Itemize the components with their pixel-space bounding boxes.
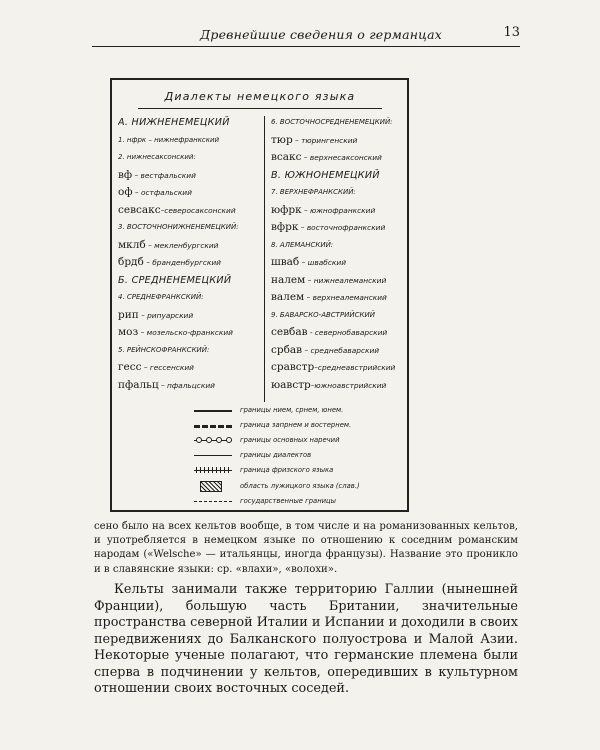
dialect-entry — [271, 272, 403, 290]
small-paragraph: сено было на всех кельтов вообще, в том числе и на романизованных кельтов, и употребляется в немецком языке по отношению к соседним романским народам («Welsche» — итальянцы, иногда французы). Название это проникло и в славянские языки: ср. «влахи», «волохи». — [94, 521, 518, 575]
legend-label: государственные границы — [240, 496, 337, 505]
figure-legend — [192, 402, 397, 508]
running-header — [92, 24, 520, 47]
dialect-abbreviation: пфальц — [118, 378, 159, 391]
dialect-entry — [271, 342, 403, 360]
legend-item — [192, 432, 397, 447]
dialect-group-heading: А. НИЖНЕНЕМЕЦКИЙ — [118, 117, 230, 128]
dialect-entry — [271, 132, 403, 150]
dialect-abbreviation: брдб — [118, 256, 144, 268]
column-divider — [264, 116, 265, 402]
dialect-name: – среднебаварский — [302, 345, 380, 355]
dialect-subgroup-heading: 1. нфрк – нижнефранкский — [118, 135, 220, 144]
dialect-name: – восточнофранкский — [298, 223, 386, 232]
legend-label: область лужицкого языка (слав.) — [240, 481, 360, 490]
dialect-name: – пфальцский — [158, 380, 215, 390]
dialect-entry — [271, 359, 403, 377]
dialect-abbreviation: всакс — [271, 151, 302, 163]
legend-label: границы диалектов — [240, 451, 312, 460]
dialect-subgroup-heading: 2. нижнесаксонский: — [118, 153, 196, 161]
dialect-name: – вестфальский — [132, 170, 196, 180]
dialect-name: – верхнесаксонский — [301, 153, 382, 162]
legend-symbol-circles — [192, 435, 236, 445]
dialect-name: – остфальский — [132, 188, 192, 197]
dialect-abbreviation: србав — [271, 343, 303, 356]
dialect-entry — [118, 377, 261, 395]
dialect-name: – мозельско-франкский — [138, 328, 233, 337]
left-dialect-column — [118, 114, 261, 394]
figure-title: Диалекты немецкого языка — [138, 86, 382, 109]
dialect-entry — [118, 202, 261, 220]
dialect-abbreviation: тюр — [271, 133, 293, 146]
dialect-subgroup-heading: 8. АЛЕМАНСКИЙ: — [271, 240, 334, 249]
dialect-name: –среднеавстрийский — [314, 363, 396, 372]
dialect-abbreviation: мклб — [118, 238, 146, 251]
dialect-name: – тюрингенский — [292, 135, 358, 145]
dialect-subgroup-heading: 7. ВЕРХНЕФРАНКСКИЙ: — [271, 188, 356, 196]
dialect-entry — [271, 289, 403, 307]
legend-label: граница фризского языка — [240, 466, 334, 475]
dialect-abbreviation: оф — [118, 186, 133, 198]
dialect-abbreviation: налем — [271, 273, 306, 286]
dialect-abbreviation: валем — [271, 291, 305, 303]
page-number: 13 — [503, 25, 520, 40]
dialect-entry — [271, 219, 403, 237]
dialect-abbreviation: вф — [118, 168, 133, 181]
dialect-name: – гессенский — [141, 363, 194, 372]
legend-item — [192, 493, 397, 508]
dialect-name: –южноавстрийский — [310, 380, 387, 390]
legend-item — [192, 448, 397, 463]
dialect-abbreviation: севсакс — [118, 203, 161, 216]
dialect-abbreviation: юавстр — [271, 378, 311, 391]
right-dialect-column — [271, 114, 403, 394]
legend-item — [192, 478, 397, 493]
dialect-abbreviation: севбав — [271, 326, 308, 338]
dialect-group-heading: Б. СРЕДНЕНЕМЕЦКИЙ — [118, 274, 232, 286]
dialect-abbreviation: гесс — [118, 361, 142, 373]
dialect-subgroup-heading: 4. СРЕДНЕФРАНКСКИЙ: — [118, 293, 204, 301]
legend-label: границы нием, срнем, юнем. — [240, 405, 344, 414]
legend-item — [192, 417, 397, 432]
dialect-subgroup-heading: 9. БАВАРСКО-АВСТРИЙСКИЙ — [271, 310, 375, 319]
dialect-abbreviation: моз — [118, 326, 139, 338]
legend-symbol-hatch — [192, 481, 236, 491]
dialect-entry — [271, 202, 403, 220]
dialect-entry — [271, 254, 403, 272]
running-title: Древнейшие сведения о германцах — [200, 27, 442, 42]
dialect-figure — [110, 78, 409, 512]
dialect-name: – швабский — [299, 258, 346, 267]
dialect-name: – мекленбургский — [145, 240, 219, 250]
dialect-name: – рипуарский — [138, 310, 194, 320]
dialect-entry — [118, 167, 261, 185]
dialect-abbreviation: юфрк — [271, 203, 302, 216]
dialect-entry — [118, 307, 261, 325]
dialect-entry — [118, 184, 261, 202]
dialect-entry — [118, 359, 261, 377]
dialect-entry — [271, 149, 403, 167]
main-text — [94, 582, 518, 698]
dialect-subgroup-heading: 6. ВОСТОЧНОСРЕДНЕНЕМЕЦКИЙ: — [271, 118, 393, 126]
dialect-name: – нижнеалеманский — [305, 275, 387, 285]
dialect-name: - севернобаварский — [307, 328, 388, 337]
dialect-entry — [118, 254, 261, 272]
dialect-entry — [118, 237, 261, 255]
dialect-subgroup-heading: 3. ВОСТОЧНОНИЖНЕНЕМЕЦКИЙ: — [118, 223, 239, 231]
legend-label: граница запрнем и востернем. — [240, 420, 352, 429]
dialect-group-heading: В. ЮЖНОНЕМЕЦКИЙ — [271, 169, 380, 181]
dialect-abbreviation: рип — [118, 308, 139, 321]
dialect-abbreviation: сравстр — [271, 361, 315, 373]
dialect-name: – верхнеалеманский — [304, 293, 387, 302]
legend-item — [192, 463, 397, 478]
dialect-subgroup-heading: 5. РЕЙНСКОФРАНКСКИЙ: — [118, 345, 210, 354]
legend-symbol-dash — [192, 496, 236, 506]
dialect-entry — [118, 324, 261, 342]
legend-symbol-thickdash — [192, 420, 236, 430]
main-paragraph: Кельты занимали также территорию Галлии (нынешней Франции), большую часть Британии, значительные пространства северной Италии и Испании и доходили в своих передвижениях до Балканского полуострова и Малой Азии. Некоторые ученые полагают, что германские племена были сперва в подчинении у кельтов, опередивших в культурном отношении своих восточных соседей. — [94, 582, 518, 696]
footnote-continuation — [94, 520, 518, 577]
dialect-name: – южнофранкский — [301, 205, 376, 215]
legend-symbol-solid — [192, 405, 236, 415]
legend-symbol-thin — [192, 450, 236, 460]
dialect-abbreviation: вфрк — [271, 221, 299, 233]
dialect-abbreviation: шваб — [271, 256, 300, 268]
legend-symbol-cross — [192, 465, 236, 475]
dialect-entry — [271, 324, 403, 342]
dialect-name: – бранденбургский — [143, 258, 221, 267]
dialect-entry — [271, 377, 403, 395]
legend-label: границы основных наречий — [240, 435, 340, 444]
legend-item — [192, 402, 397, 417]
dialect-name: –северосаксонский — [160, 205, 236, 215]
